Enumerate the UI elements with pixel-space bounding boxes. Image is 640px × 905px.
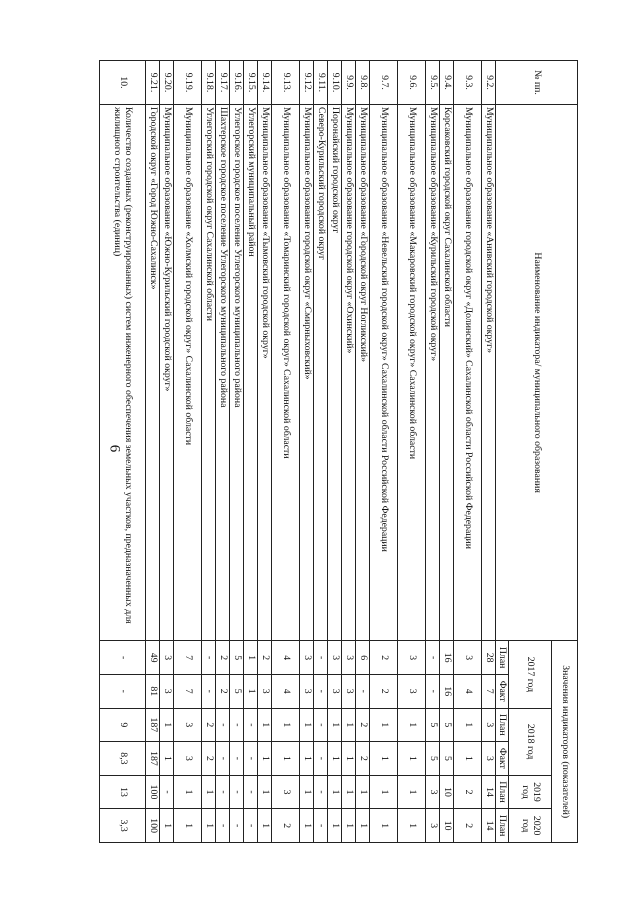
row-name: Шахтерское городское поселение Углегорского муниципального района — [216, 104, 230, 640]
header-plan: План — [496, 641, 509, 675]
value-cell: 2 — [454, 775, 482, 809]
value-cell: 2 — [370, 641, 398, 675]
value-cell: - — [244, 742, 258, 776]
header-2017: 2017 год — [509, 641, 552, 708]
value-cell: 1 — [272, 708, 300, 742]
row-number: 9.8. — [356, 61, 370, 105]
value-cell: 10 — [440, 775, 454, 809]
row-number: 9.4. — [440, 61, 454, 105]
value-cell: - — [202, 641, 216, 675]
table-row — [342, 61, 356, 843]
value-cell: 1 — [174, 775, 202, 809]
row-name: Муниципальное образование «Анивский городской округ» — [482, 104, 496, 640]
value-cell: 14 — [482, 809, 496, 843]
header-2019: 2019 год — [509, 775, 552, 809]
value-cell: 1 — [398, 742, 426, 776]
value-cell: 1 — [356, 809, 370, 843]
value-cell: - — [230, 742, 244, 776]
value-cell: 1 — [398, 708, 426, 742]
row-name: Корсаковский городской округ Сахалинской области — [440, 104, 454, 640]
value-cell: 1 — [300, 742, 314, 776]
value-cell: - — [216, 809, 230, 843]
table-row — [328, 61, 342, 843]
value-cell: 1 — [370, 708, 398, 742]
value-cell: 1 — [398, 809, 426, 843]
value-cell: 1 — [342, 809, 356, 843]
value-cell: 3 — [300, 674, 314, 708]
value-cell: 1 — [328, 742, 342, 776]
table-row — [454, 61, 482, 843]
header-2018: 2018 год — [509, 708, 552, 775]
table-row — [258, 61, 272, 843]
row-number: 9.3. — [454, 61, 482, 105]
header-fact: Факт — [496, 742, 509, 776]
value-cell: 1 — [202, 775, 216, 809]
value-cell: - — [216, 708, 230, 742]
row-number: 9.12. — [300, 61, 314, 105]
row-number: 9.21. — [146, 61, 160, 105]
table-row — [230, 61, 244, 843]
value-cell: - — [244, 775, 258, 809]
row-number: 9.15. — [244, 61, 258, 105]
value-cell: 3 — [160, 641, 174, 675]
table-row — [216, 61, 230, 843]
value-cell: 10 — [440, 809, 454, 843]
row-number: 9.5. — [426, 61, 440, 105]
value-cell: 1 — [356, 775, 370, 809]
row-name: Углегорский муниципальный район — [244, 104, 258, 640]
value-cell: 1 — [398, 775, 426, 809]
table-row — [370, 61, 398, 843]
table-row — [300, 61, 314, 843]
value-cell: 1 — [300, 708, 314, 742]
value-cell: 2 — [202, 742, 216, 776]
value-cell: 3 — [300, 641, 314, 675]
value-cell: 1 — [244, 641, 258, 675]
value-cell: 13 — [100, 775, 146, 809]
table-row — [160, 61, 174, 843]
row-number: 9.16. — [230, 61, 244, 105]
value-cell: 14 — [482, 775, 496, 809]
table-row — [314, 61, 328, 843]
table-row — [440, 61, 454, 843]
value-cell: - — [160, 775, 174, 809]
value-cell: 2 — [454, 809, 482, 843]
value-cell: 3 — [174, 708, 202, 742]
value-cell: 3 — [342, 674, 356, 708]
value-cell: 1 — [160, 809, 174, 843]
value-cell: - — [202, 674, 216, 708]
value-cell: 8,3 — [100, 742, 146, 776]
value-cell: 1 — [300, 775, 314, 809]
value-cell: 4 — [272, 641, 300, 675]
value-cell: 3 — [398, 674, 426, 708]
value-cell: - — [314, 775, 328, 809]
header-plan: План — [496, 809, 509, 843]
row-number: 9.19. — [174, 61, 202, 105]
value-cell: 9 — [100, 708, 146, 742]
value-cell: 5 — [440, 708, 454, 742]
value-cell: 1 — [300, 809, 314, 843]
value-cell: 1 — [454, 708, 482, 742]
value-cell: 4 — [272, 674, 300, 708]
value-cell: 5 — [440, 742, 454, 776]
value-cell: - — [230, 708, 244, 742]
table-row — [174, 61, 202, 843]
row-name: Северо-Курильский городской округ — [314, 104, 328, 640]
value-cell: - — [314, 809, 328, 843]
value-cell: 16 — [440, 674, 454, 708]
row-number: 9.6. — [398, 61, 426, 105]
value-cell: 187 — [146, 742, 160, 776]
header-name: Наименование индикатора/ муниципального образования — [496, 104, 578, 640]
value-cell: 1 — [202, 809, 216, 843]
value-cell: 1 — [174, 809, 202, 843]
value-cell: 2 — [272, 809, 300, 843]
value-cell: 2 — [356, 708, 370, 742]
table-row — [202, 61, 216, 843]
header-values: Значения индикаторов (показателей) — [552, 641, 578, 843]
value-cell: 81 — [146, 674, 160, 708]
value-cell: 2 — [202, 708, 216, 742]
value-cell: - — [216, 742, 230, 776]
value-cell: - — [314, 742, 328, 776]
value-cell: - — [314, 708, 328, 742]
header-2020: 2020 год — [509, 809, 552, 843]
value-cell: - — [100, 641, 146, 675]
value-cell: 1 — [370, 809, 398, 843]
row-number: 9.18. — [202, 61, 216, 105]
row-number: 9.13. — [272, 61, 300, 105]
value-cell: 1 — [342, 708, 356, 742]
value-cell: 1 — [328, 775, 342, 809]
row-number: 10. — [100, 61, 146, 105]
table-row — [272, 61, 300, 843]
value-cell: 1 — [258, 775, 272, 809]
page-number: 6 — [106, 444, 123, 453]
value-cell: - — [244, 809, 258, 843]
value-cell: 3 — [398, 641, 426, 675]
value-cell: 16 — [440, 641, 454, 675]
value-cell: 1 — [454, 742, 482, 776]
value-cell: 1 — [328, 708, 342, 742]
value-cell: 1 — [342, 775, 356, 809]
row-number: 9.11. — [314, 61, 328, 105]
value-cell: 6 — [356, 641, 370, 675]
table-row — [100, 61, 146, 843]
value-cell: 1 — [370, 775, 398, 809]
value-cell: 3 — [272, 775, 300, 809]
value-cell: - — [426, 674, 440, 708]
value-cell: 3 — [426, 775, 440, 809]
value-cell: 7 — [174, 641, 202, 675]
value-cell: - — [426, 641, 440, 675]
header-fact: Факт — [496, 674, 509, 708]
row-number: 9.20. — [160, 61, 174, 105]
indicators-table — [99, 60, 578, 843]
row-number: 9.10. — [328, 61, 342, 105]
value-cell: 3,3 — [100, 809, 146, 843]
row-name: Муниципальное образование «Городской округ Ногликский» — [356, 104, 370, 640]
value-cell: 5 — [230, 641, 244, 675]
table-row — [244, 61, 258, 843]
value-cell: 3 — [328, 674, 342, 708]
row-number: 9.9. — [342, 61, 356, 105]
value-cell: 1 — [272, 742, 300, 776]
value-cell: 1 — [258, 742, 272, 776]
row-number: 9.14. — [258, 61, 272, 105]
value-cell: 5 — [426, 708, 440, 742]
value-cell: - — [230, 775, 244, 809]
value-cell: 3 — [160, 674, 174, 708]
value-cell: 1 — [244, 674, 258, 708]
row-name: Муниципальное образование «Невельский городской округ» Сахалинской области Российской Федерации — [370, 104, 398, 640]
row-name: Муниципальное образование городской округ «Долинский» Сахалинской области Российской Федерации — [454, 104, 482, 640]
value-cell: 5 — [426, 742, 440, 776]
value-cell: 1 — [258, 708, 272, 742]
value-cell: 1 — [370, 742, 398, 776]
value-cell: 100 — [146, 809, 160, 843]
value-cell: 3 — [482, 708, 496, 742]
value-cell: - — [100, 674, 146, 708]
value-cell: 2 — [216, 641, 230, 675]
value-cell: 3 — [426, 809, 440, 843]
table-row — [426, 61, 440, 843]
header-plan: План — [496, 708, 509, 742]
row-name: Муниципальное образование «Тымовский городской округ» — [258, 104, 272, 640]
value-cell: 2 — [216, 674, 230, 708]
value-cell: 1 — [160, 742, 174, 776]
row-name: Углегорский городской округ Сахалинской области — [202, 104, 216, 640]
value-cell: - — [244, 708, 258, 742]
table-body — [100, 61, 496, 843]
value-cell: 3 — [258, 674, 272, 708]
value-cell: 5 — [230, 674, 244, 708]
table-row — [482, 61, 496, 843]
value-cell: 2 — [356, 742, 370, 776]
value-cell: 3 — [342, 641, 356, 675]
value-cell: 28 — [482, 641, 496, 675]
row-name: Количество созданных (реконструированных) систем инженерного обеспечения земельных участков, предназначенных для жилищного строительства (единиц) — [100, 104, 146, 640]
row-name: Поронайский городской округ — [328, 104, 342, 640]
row-number: 9.2. — [482, 61, 496, 105]
row-name: Муниципальное образование городской округ «Смирныховский» — [300, 104, 314, 640]
table-row — [356, 61, 370, 843]
value-cell: 2 — [370, 674, 398, 708]
value-cell: 2 — [258, 641, 272, 675]
header-plan: План — [496, 775, 509, 809]
table-row — [146, 61, 160, 843]
row-name: Муниципальное образование «Курильский городской округ» — [426, 104, 440, 640]
value-cell: 1 — [160, 708, 174, 742]
header-num: № пп. — [496, 61, 578, 105]
value-cell: 7 — [174, 674, 202, 708]
value-cell: 49 — [146, 641, 160, 675]
value-cell: 3 — [328, 641, 342, 675]
value-cell: 4 — [454, 674, 482, 708]
table-row — [398, 61, 426, 843]
row-name: Муниципальное образование «Томаринский городской округ» Сахалинской области — [272, 104, 300, 640]
value-cell: - — [356, 674, 370, 708]
value-cell: 3 — [454, 641, 482, 675]
row-name: Муниципальное образование «Холмский городской округ» Сахалинской области — [174, 104, 202, 640]
row-name: Муниципальное образование «Южно-Курильский городской округ» — [160, 104, 174, 640]
value-cell: 3 — [482, 742, 496, 776]
value-cell: 100 — [146, 775, 160, 809]
row-name: Городской округ «Город Южно-Сахалинск» — [146, 104, 160, 640]
value-cell: 1 — [342, 742, 356, 776]
value-cell: 3 — [174, 742, 202, 776]
value-cell: 7 — [482, 674, 496, 708]
value-cell: 187 — [146, 708, 160, 742]
value-cell: - — [314, 674, 328, 708]
row-number: 9.17. — [216, 61, 230, 105]
value-cell: 1 — [328, 809, 342, 843]
row-name: Углегорское городское поселение Углегорского муниципального района — [230, 104, 244, 640]
value-cell: - — [230, 809, 244, 843]
value-cell: - — [314, 641, 328, 675]
value-cell: 1 — [258, 809, 272, 843]
row-number: 9.7. — [370, 61, 398, 105]
value-cell: - — [216, 775, 230, 809]
row-name: Муниципальное образование городской округ «Охинский» — [342, 104, 356, 640]
row-name: Муниципальное образование «Макаровский городской округ» Сахалинской области — [398, 104, 426, 640]
